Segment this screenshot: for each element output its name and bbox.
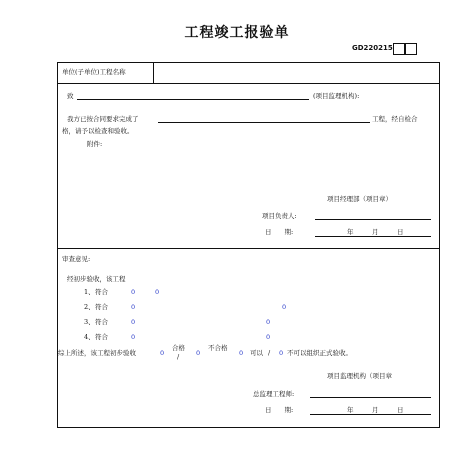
project-name-divider xyxy=(153,62,154,83)
fail-label: 不合格 xyxy=(208,344,228,352)
cannot-label: 不可以组织正式验收。 xyxy=(287,349,352,357)
preliminary-text: 经初步验收，该工程 xyxy=(67,275,126,283)
can-label: 可以 xyxy=(250,349,263,357)
supervision-org-seal: 项目监理机构（项目章 xyxy=(327,372,392,380)
attachment-label: 附件: xyxy=(87,140,103,148)
slash-1: / xyxy=(177,353,180,361)
chief-engineer-label: 总监理工程师: xyxy=(253,390,295,398)
item-4-mark-b[interactable]: 0 xyxy=(266,333,271,341)
project-manager-field[interactable] xyxy=(315,219,431,220)
completed-suffix: 工程，经自检合 xyxy=(372,115,418,123)
pass-label: 合格 xyxy=(172,344,185,352)
day-1: 日 xyxy=(397,228,404,236)
item-3-mark-b[interactable]: 0 xyxy=(266,318,271,326)
to-label: 致 xyxy=(67,92,74,100)
code-checkbox-1[interactable] xyxy=(393,43,405,55)
project-name-field[interactable] xyxy=(155,64,437,82)
item-4-num: 4、 xyxy=(84,333,95,341)
completed-line2: 格，请予以检查和验收。 xyxy=(62,127,134,135)
day-2: 日 xyxy=(397,406,404,414)
form-code: GD220215 xyxy=(352,44,393,52)
month-1: 月 xyxy=(372,228,379,236)
item-4-label: 符合 xyxy=(95,333,108,341)
row-divider-1 xyxy=(57,83,439,84)
item-2-mark-a[interactable]: 0 xyxy=(131,303,136,311)
can-checkbox[interactable]: 0 xyxy=(239,349,244,357)
item-4-mark-a[interactable]: 0 xyxy=(131,333,136,341)
conclusion-prefix: 综上所述，该工程初步验收 xyxy=(58,349,136,357)
code-checkbox-2[interactable] xyxy=(405,43,417,55)
date-label-2: 日 期: xyxy=(265,406,294,414)
item-1-num: 1、 xyxy=(84,288,95,296)
slash-2: / xyxy=(268,349,271,357)
item-3-num: 3、 xyxy=(84,318,95,326)
item-1-mark-a[interactable]: 0 xyxy=(131,288,136,296)
contractor-seal: 项目经理部（项目章） xyxy=(327,195,392,203)
item-2-mark-b[interactable]: 0 xyxy=(282,303,287,311)
item-2-label: 符合 xyxy=(95,303,108,311)
project-name-label: 单位(子单位)工程名称 xyxy=(62,68,126,76)
item-1-mark-b[interactable]: 0 xyxy=(155,288,160,296)
cannot-checkbox[interactable]: 0 xyxy=(279,349,284,357)
completed-prefix: 我方已按合同要求完成了 xyxy=(67,115,139,123)
item-3-mark-a[interactable]: 0 xyxy=(131,318,136,326)
row-divider-2 xyxy=(57,248,439,249)
fail-checkbox[interactable]: 0 xyxy=(196,349,201,357)
project-manager-label: 项目负责人: xyxy=(262,212,297,220)
item-2-num: 2、 xyxy=(84,303,95,311)
to-field[interactable] xyxy=(77,99,309,100)
review-label: 审查意见: xyxy=(62,255,91,263)
month-2: 月 xyxy=(372,406,379,414)
date-label-1: 日 期: xyxy=(265,228,294,236)
year-1: 年 xyxy=(347,228,354,236)
date-field-2[interactable] xyxy=(310,414,431,415)
date-field-1[interactable] xyxy=(315,236,431,237)
form-title: 工程竣工报验单 xyxy=(184,25,290,41)
year-2: 年 xyxy=(347,406,354,414)
item-3-label: 符合 xyxy=(95,318,108,326)
chief-engineer-field[interactable] xyxy=(310,397,431,398)
to-suffix: (项目监理机构): xyxy=(313,92,360,100)
pass-checkbox[interactable]: 0 xyxy=(160,349,165,357)
item-1-label: 符合 xyxy=(95,288,108,296)
completed-project-field[interactable] xyxy=(158,122,370,123)
